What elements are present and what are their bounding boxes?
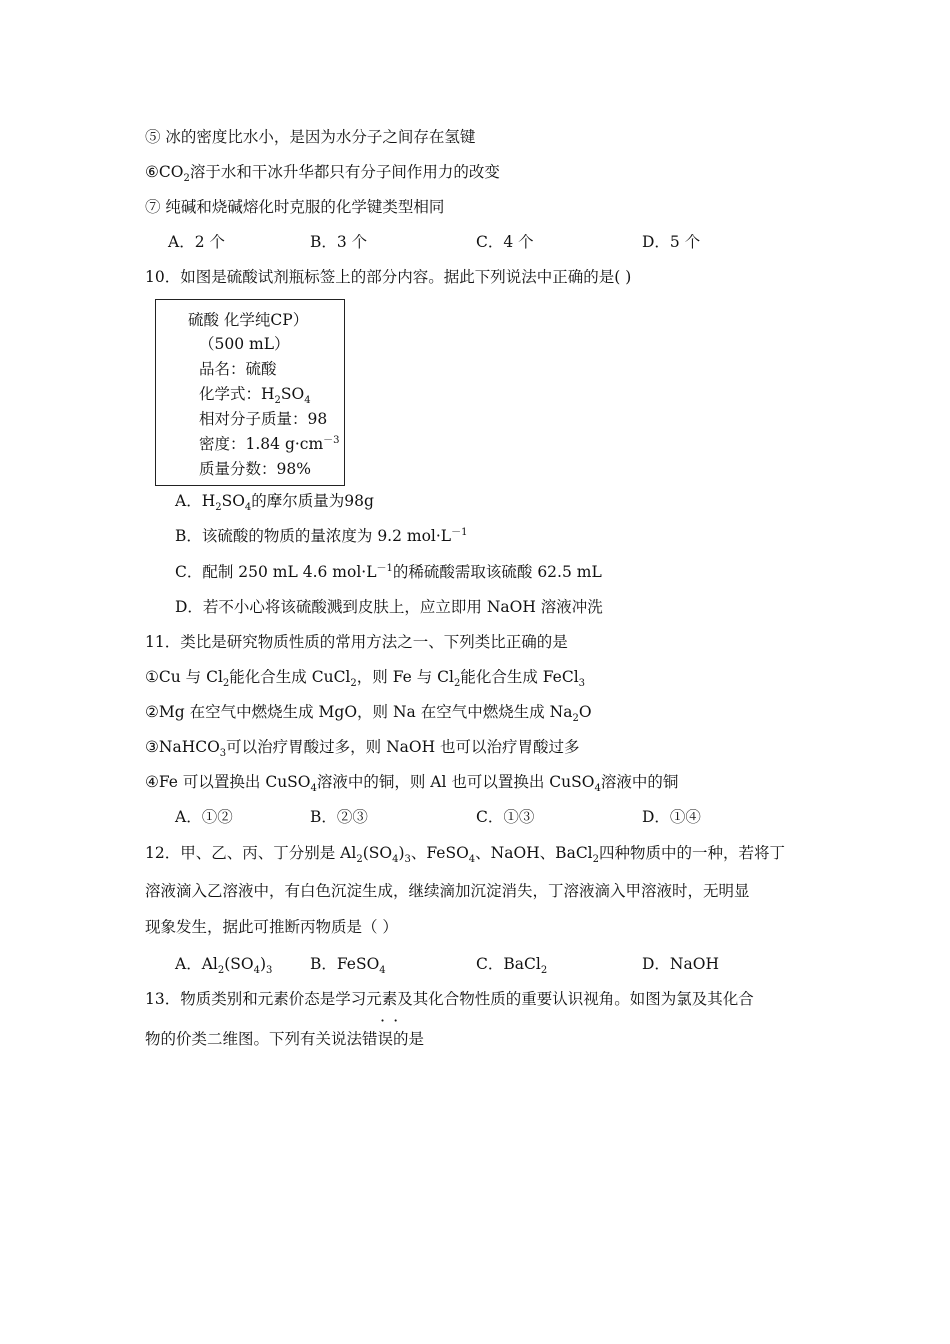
label-density: 密度：1.84 $g\cdot cm^{-3}$ (199, 434, 340, 453)
q10-stem: 10．如图是硫酸试剂瓶标签上的部分内容。据此下列说法中正确的是( ) (145, 268, 632, 286)
q12-option-b: B．FeSO$_4$ (310, 955, 386, 977)
q11-option-c: C．①③ (476, 808, 535, 826)
label-volume: （500 mL） (199, 335, 290, 353)
q9-item-6: $⑥CO_2$溶于水和干冰升华都只有分子间作用力的改变 (145, 163, 500, 185)
q12-option-c: C．BaCl$_2$ (476, 955, 548, 977)
q12-option-d: D．NaOH (642, 955, 719, 973)
label-title: 硫酸 化学纯CP） (188, 311, 309, 329)
q10-option-b: B．该硫酸的物质的量浓度为 9.2 $mol\cdot L^{-1}$ (175, 526, 468, 545)
label-molar-mass: 相对分子质量：98 (199, 410, 328, 428)
q10-option-c: C．配制 250 mL 4.6 $mol\cdot L^{-1}$的稀硫酸需取该硫酸 62.5 mL (175, 562, 602, 581)
q13-stem-line-2: 物的价类二维图。下列有关说法错误的是 (145, 1030, 425, 1048)
q11-option-b: B．②③ (310, 808, 368, 826)
q11-item-2: ②Mg 在空气中燃烧生成 MgO，则 Na 在空气中燃烧生成 $Na_2O$ (145, 703, 592, 725)
q9-item-7: ⑦ 纯碱和烧碱熔化时克服的化学键类型相同 (145, 198, 445, 216)
q9-option-d: D．5 个 (642, 233, 701, 251)
q11-item-1: ①Cu 与 $Cl_2$能化合生成 CuCl$_2$，则 Fe 与 $Cl_2$能化合生成 FeCl$_3$ (145, 668, 586, 690)
emphasis-dots: ·· (380, 1011, 407, 1030)
label-mass-fraction: 质量分数：98% (199, 460, 311, 478)
q10-option-a: A．$H_2SO_4$的摩尔质量为98g (175, 492, 374, 514)
sulfuric-acid-label (155, 299, 345, 486)
q12-stem-line-3: 现象发生，据此可推断丙物质是（ ） (145, 918, 398, 936)
q12-stem-line-1: 12．甲、乙、丙、丁分别是 $Al_2(SO_4)_3$、FeSO$_4$、NaOH、BaCl$_2$四种物质中的一种，若将丁 (145, 844, 786, 866)
q13-stem-line-1: 13．物质类别和元素价态是学习元素及其化合物性质的重要认识视角。如图为氯及其化合 (145, 990, 754, 1008)
q9-option-b: B．3 个 (310, 233, 368, 251)
label-name: 品名：硫酸 (199, 360, 277, 378)
q11-item-4: ④Fe 可以置换出 CuSO$_4$溶液中的铜，则 Al 也可以置换出 CuSO$_4$溶液中的铜 (145, 773, 679, 795)
label-formula: 化学式：$H_2SO_4$ (199, 385, 311, 407)
q9-item-5: ⑤ 冰的密度比水小，是因为水分子之间存在氢键 (145, 128, 476, 146)
q11-option-d: D．①④ (642, 808, 701, 826)
q9-option-a: A．2 个 (168, 233, 225, 251)
q12-stem-line-2: 溶液滴入乙溶液中，有白色沉淀生成，继续滴加沉淀消失，丁溶液滴入甲溶液时，无明显 (145, 882, 750, 900)
q11-stem: 11．类比是研究物质性质的常用方法之一、下列类比正确的是 (145, 633, 568, 651)
q11-item-3: ③NaHCO$_3$可以治疗胃酸过多，则 NaOH 也可以治疗胃酸过多 (145, 738, 580, 760)
q12-option-a: A．$Al_2(SO_4)_3$ (175, 955, 273, 977)
q11-option-a: A．①② (175, 808, 233, 826)
q9-option-c: C．4 个 (476, 233, 534, 251)
q10-option-d: D．若不小心将该硫酸溅到皮肤上，应立即用 NaOH 溶液冲洗 (175, 598, 603, 616)
